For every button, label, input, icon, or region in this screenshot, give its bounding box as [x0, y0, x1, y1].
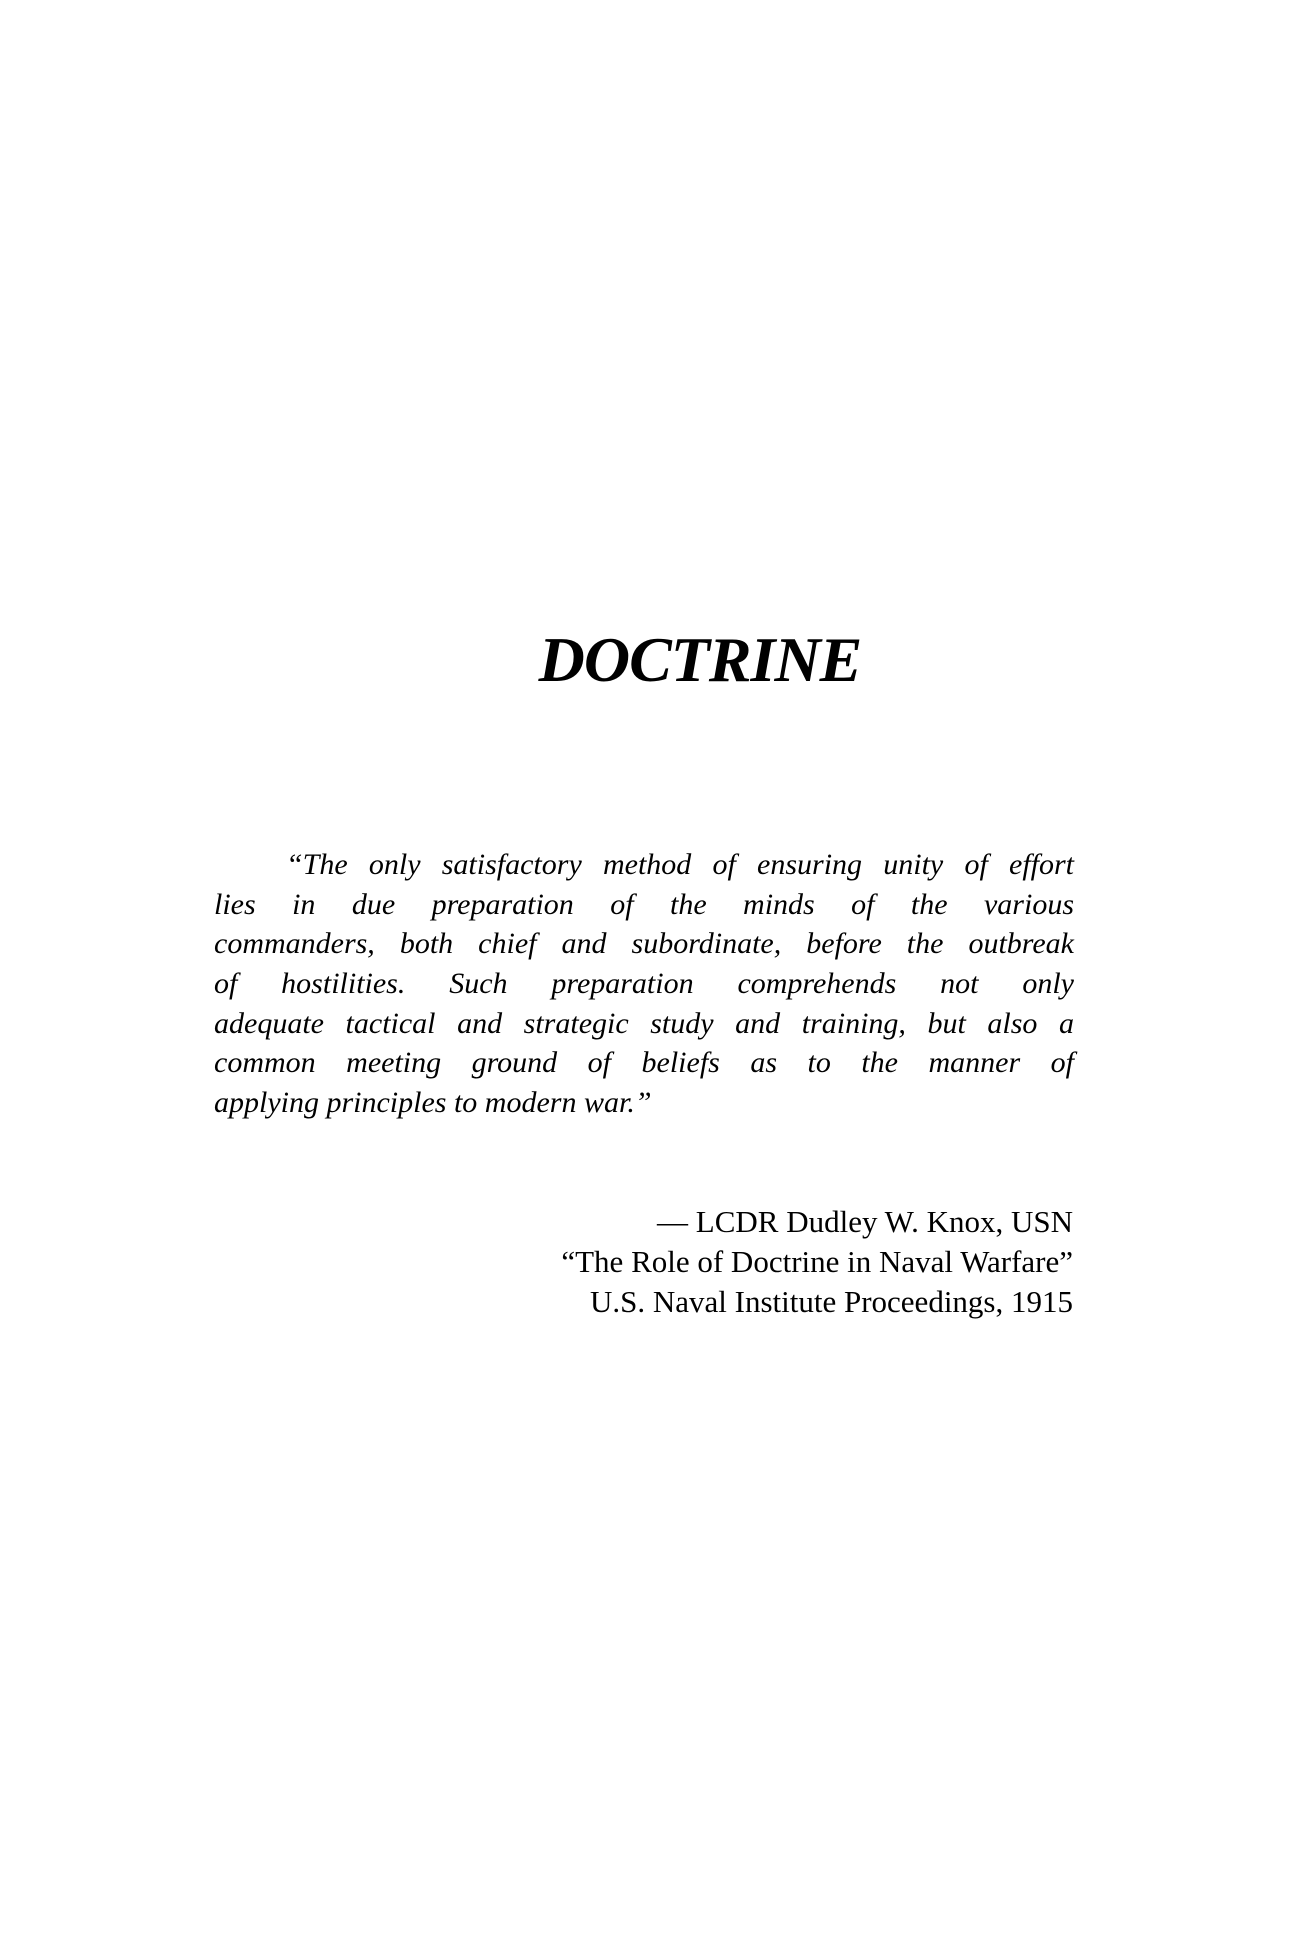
page-title: DOCTRINE: [538, 624, 862, 695]
quote-attribution: [561, 1202, 1073, 1322]
quote-line-5: adequate tactical and strategic study and training, but also a: [214, 1006, 1074, 1040]
quote-line-4: of hostilities. Such preparation comprehends not only: [214, 967, 1074, 1001]
quote-line-6: common meeting ground of beliefs as to the manner of: [214, 1046, 1074, 1080]
attribution-source: U.S. Naval Institute Proceedings, 1915: [589, 1284, 1073, 1319]
quote-line-3: commanders, both chief and subordinate, before the outbreak: [214, 927, 1074, 961]
quote-line-1: “The only satisfactory method of ensuring unity of effort: [286, 848, 1074, 881]
quote-line-2: lies in due preparation of the minds of the various: [214, 887, 1074, 921]
quote-line-7: applying principles to modern war.”: [214, 1086, 652, 1120]
attribution-author: — LCDR Dudley W. Knox, USN: [657, 1204, 1073, 1239]
attribution-work-title: “The Role of Doctrine in Naval Warfare”: [561, 1244, 1073, 1279]
epigraph-quote: [214, 845, 1074, 1123]
